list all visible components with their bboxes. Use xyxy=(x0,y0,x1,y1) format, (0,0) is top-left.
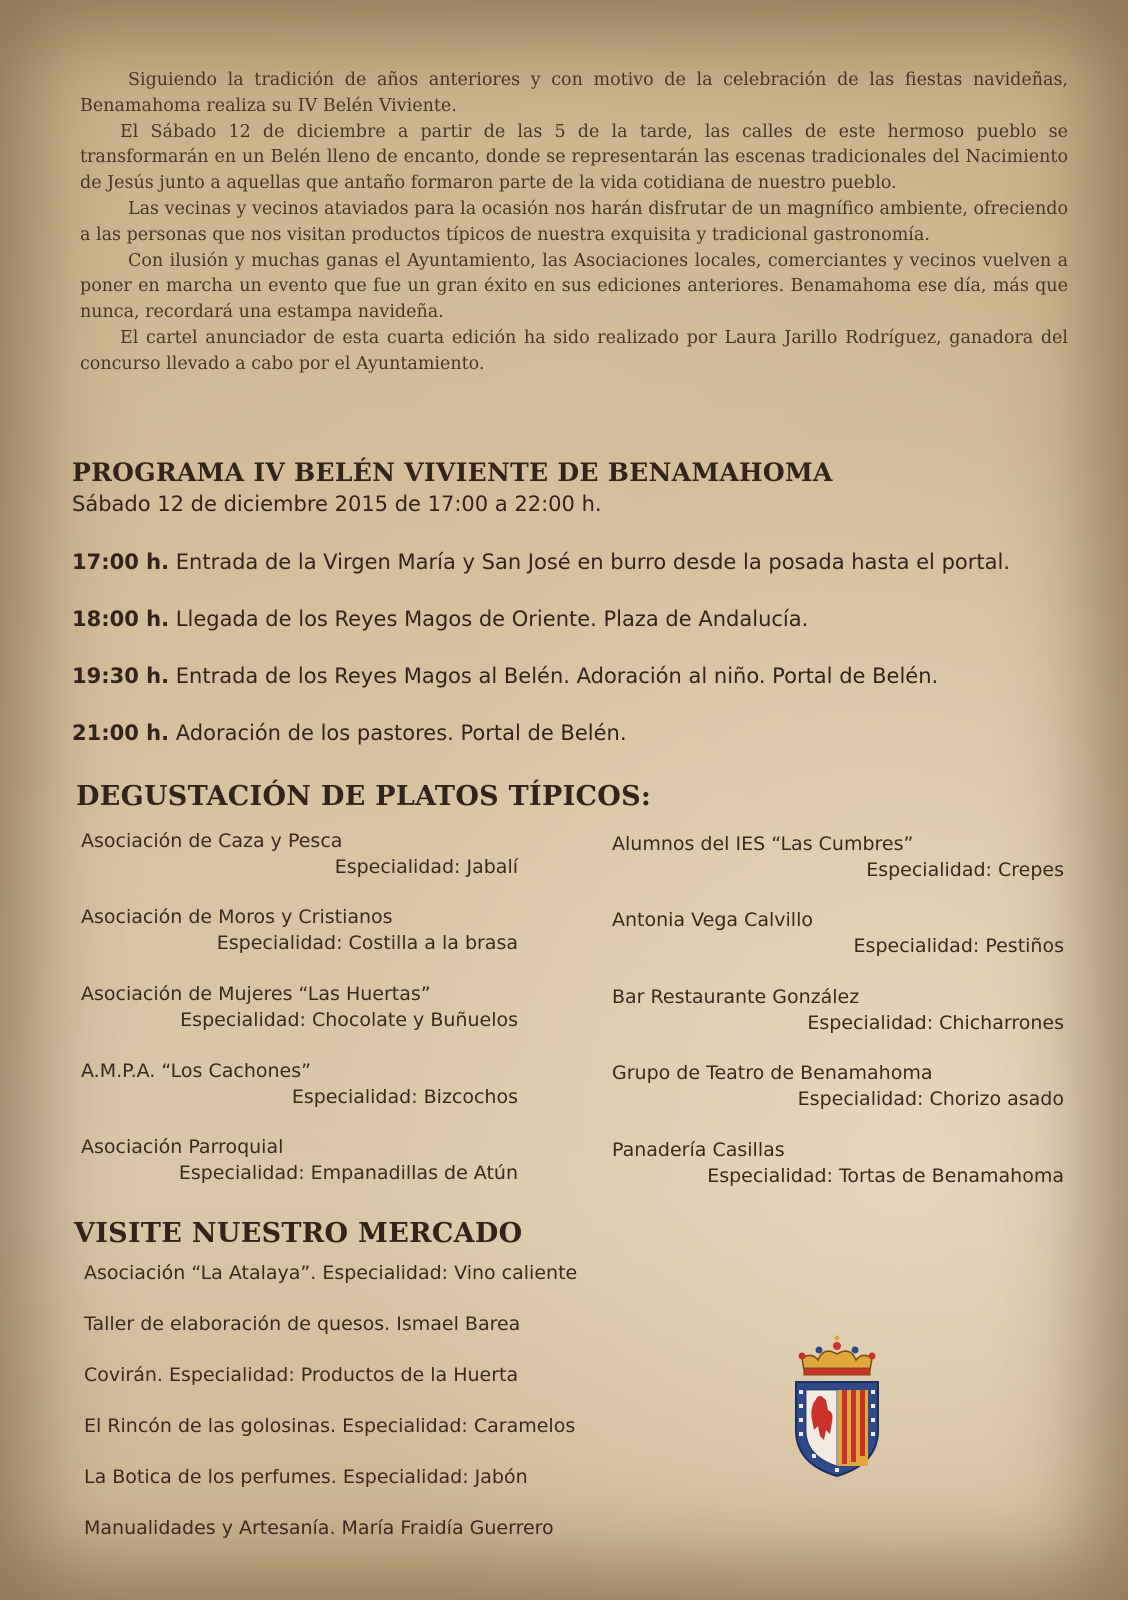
dish-left-2 xyxy=(81,904,518,956)
dish-right-5 xyxy=(612,1137,1064,1189)
programa-item-time: 17:00 h. xyxy=(72,550,170,574)
dish-right-2 xyxy=(612,907,1064,959)
intro-paragraph-4: Con ilusión y muchas ganas el Ayuntamiento, las Asociaciones locales, comerciantes y vecinos vuelven a poner en marcha un evento que fue un gran éxito en sus ediciones anteriores. Benamahoma ese día, más que nunca, recordará una estampa navideña. xyxy=(80,250,1068,323)
dish-left-1 xyxy=(81,828,518,880)
dish-right-3 xyxy=(612,984,1064,1036)
mercado-item-5: La Botica de los perfumes. Especialidad: Jabón xyxy=(84,1466,528,1488)
dish-specialty: Especialidad: Tortas de Benamahoma xyxy=(707,1165,1064,1187)
mercado-item-1: Asociación “La Atalaya”. Especialidad: Vino caliente xyxy=(84,1262,578,1284)
dish-name: Asociación de Moros y Cristianos xyxy=(81,906,393,928)
dish-specialty: Especialidad: Costilla a la brasa xyxy=(216,932,518,954)
programa-item-4 xyxy=(72,721,627,745)
intro-text xyxy=(80,68,1068,378)
intro-paragraph-1: Siguiendo la tradición de años anteriores y con motivo de la celebración de las fiestas navideñas, Benamahoma realiza su IV Belén Viviente. xyxy=(80,70,1068,116)
dish-specialty: Especialidad: Bizcochos xyxy=(291,1086,518,1108)
dish-specialty: Especialidad: Pestiños xyxy=(853,935,1064,957)
mercado-item-4: El Rincón de las golosinas. Especialidad: Caramelos xyxy=(84,1415,576,1437)
programa-title: PROGRAMA IV BELÉN VIVIENTE DE BENAMAHOMA xyxy=(72,458,833,487)
intro-paragraph-5: El cartel anunciador de esta cuarta edición ha sido realizado por Laura Jarillo Rodríguez, ganadora del concurso llevado a cabo por el Ayuntamiento. xyxy=(80,327,1068,374)
programa-item-time: 21:00 h. xyxy=(72,721,170,745)
intro-paragraph-3: Las vecinas y vecinos ataviados para la ocasión nos harán disfrutar de un magnífico ambiente, ofreciendo a las personas que nos visitan productos típicos de nuestra exquisita y tradicional gastronomía. xyxy=(80,198,1068,245)
programa-item-text: Entrada de la Virgen María y San José en burro desde la posada hasta el portal. xyxy=(175,550,1010,574)
mercado-item-6: Manualidades y Artesanía. María Fraidía Guerrero xyxy=(84,1517,554,1539)
dish-specialty: Especialidad: Chorizo asado xyxy=(797,1088,1064,1110)
dish-specialty: Especialidad: Crepes xyxy=(866,859,1064,881)
dish-specialty: Especialidad: Chocolate y Buñuelos xyxy=(180,1009,518,1031)
dish-left-4 xyxy=(81,1058,518,1110)
dish-left-5 xyxy=(81,1134,518,1186)
dish-specialty: Especialidad: Chicharrones xyxy=(807,1012,1064,1034)
dish-name: Panadería Casillas xyxy=(612,1139,785,1161)
dish-name: Antonia Vega Calvillo xyxy=(612,909,813,931)
mercado-item-3: Covirán. Especialidad: Productos de la Huerta xyxy=(84,1364,519,1386)
dish-right-4 xyxy=(612,1060,1064,1112)
dish-specialty: Especialidad: Jabalí xyxy=(334,856,518,878)
degustacion-title: DEGUSTACIÓN DE PLATOS TÍPICOS: xyxy=(76,781,652,812)
dish-name: Asociación de Mujeres “Las Huertas” xyxy=(81,983,431,1005)
programa-item-1 xyxy=(72,550,1010,574)
intro-paragraph-2: El Sábado 12 de diciembre a partir de las 5 de la tarde, las calles de este hermoso pueblo se transformarán en un Belén lleno de encanto, donde se representarán las escenas tradicionales del Nacimiento de Jesús junto a aquellas que antaño formaron parte de la vida cotidiana de nuestro pueblo. xyxy=(80,121,1068,194)
dish-left-3 xyxy=(81,981,518,1033)
dish-name: Alumnos del IES “Las Cumbres” xyxy=(612,833,914,855)
dish-name: A.M.P.A. “Los Cachones” xyxy=(81,1060,311,1082)
programa-item-text: Adoración de los pastores. Portal de Belén. xyxy=(175,721,627,745)
programa-item-2 xyxy=(72,607,808,631)
dish-name: Grupo de Teatro de Benamahoma xyxy=(612,1062,933,1084)
dish-name: Bar Restaurante González xyxy=(612,986,860,1008)
mercado-item-2: Taller de elaboración de quesos. Ismael Barea xyxy=(84,1313,521,1335)
coat-of-arms-icon xyxy=(790,1330,884,1480)
mercado-title: VISITE NUESTRO MERCADO xyxy=(74,1218,523,1249)
programa-item-time: 18:00 h. xyxy=(72,607,170,631)
dish-name: Asociación de Caza y Pesca xyxy=(81,830,343,852)
dish-specialty: Especialidad: Empanadillas de Atún xyxy=(178,1162,518,1184)
dish-right-1 xyxy=(612,831,1064,883)
programa-item-3 xyxy=(72,664,938,688)
crown-icon xyxy=(799,1336,876,1376)
dish-name: Asociación Parroquial xyxy=(81,1136,284,1158)
programa-item-text: Llegada de los Reyes Magos de Oriente. Plaza de Andalucía. xyxy=(175,607,809,631)
programa-item-text: Entrada de los Reyes Magos al Belén. Adoración al niño. Portal de Belén. xyxy=(175,664,939,688)
programa-date: Sábado 12 de diciembre 2015 de 17:00 a 22:00 h. xyxy=(72,492,602,516)
programa-item-time: 19:30 h. xyxy=(72,664,170,688)
